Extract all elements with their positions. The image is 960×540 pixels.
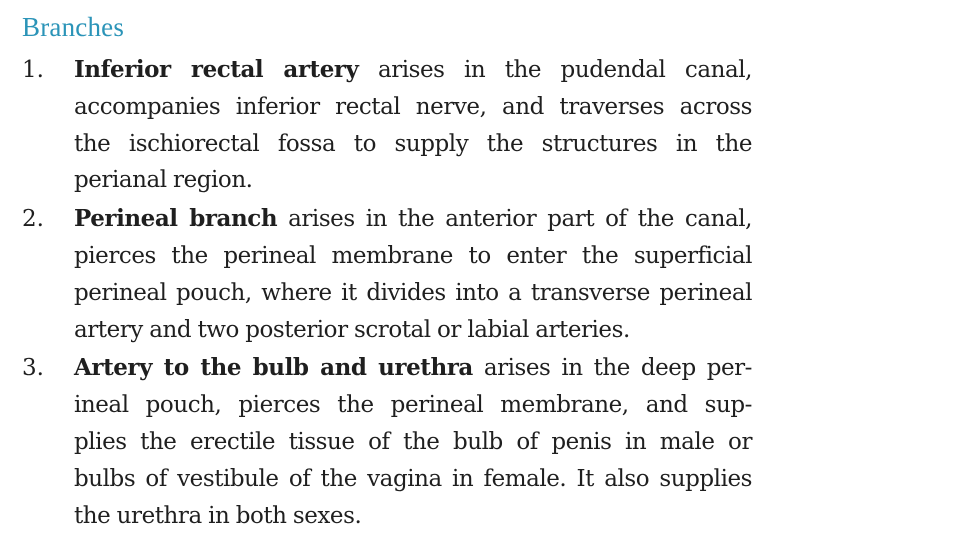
section-heading: Branches (22, 12, 125, 42)
item-number: 1. (22, 57, 44, 83)
list-item (22, 350, 752, 534)
item-text: arises in the deep per- (472, 355, 752, 382)
item-text: arises in the pudendal canal, (358, 57, 753, 83)
text-line (74, 350, 752, 387)
text-line (74, 201, 752, 238)
list-item (22, 201, 752, 348)
text-line: pierces the perineal membrane to enter the superficial (74, 242, 752, 269)
list-item (22, 52, 752, 199)
text-line: bulbs of vestibule of the vagina in female. It also supplies (74, 465, 752, 492)
item-term: Perineal branch (74, 205, 278, 233)
item-number: 2. (22, 206, 44, 233)
item-term: Inferior rectal artery (74, 56, 359, 83)
text-line: ineal pouch, pierces the perineal membrane, and sup- (74, 392, 752, 419)
text-line: perineal pouch, where it divides into a transverse perineal (74, 279, 752, 306)
item-text: arises in the anterior part of the canal, (277, 206, 752, 233)
text-line: accompanies inferior rectal nerve, and traverses across (74, 93, 752, 120)
text-line: the urethra in both sexes. (74, 502, 362, 529)
text-line: artery and two posterior scrotal or labial arteries. (74, 316, 630, 343)
text-line: plies the erectile tissue of the bulb of penis in male or (74, 428, 752, 455)
branches-list (22, 52, 752, 536)
item-number: 3. (22, 355, 44, 382)
item-term: Artery to the bulb and urethra (74, 354, 473, 382)
text-line: the ischiorectal fossa to supply the structures in the (74, 130, 752, 157)
text-line: perianal region. (74, 167, 253, 194)
text-line (74, 52, 752, 89)
